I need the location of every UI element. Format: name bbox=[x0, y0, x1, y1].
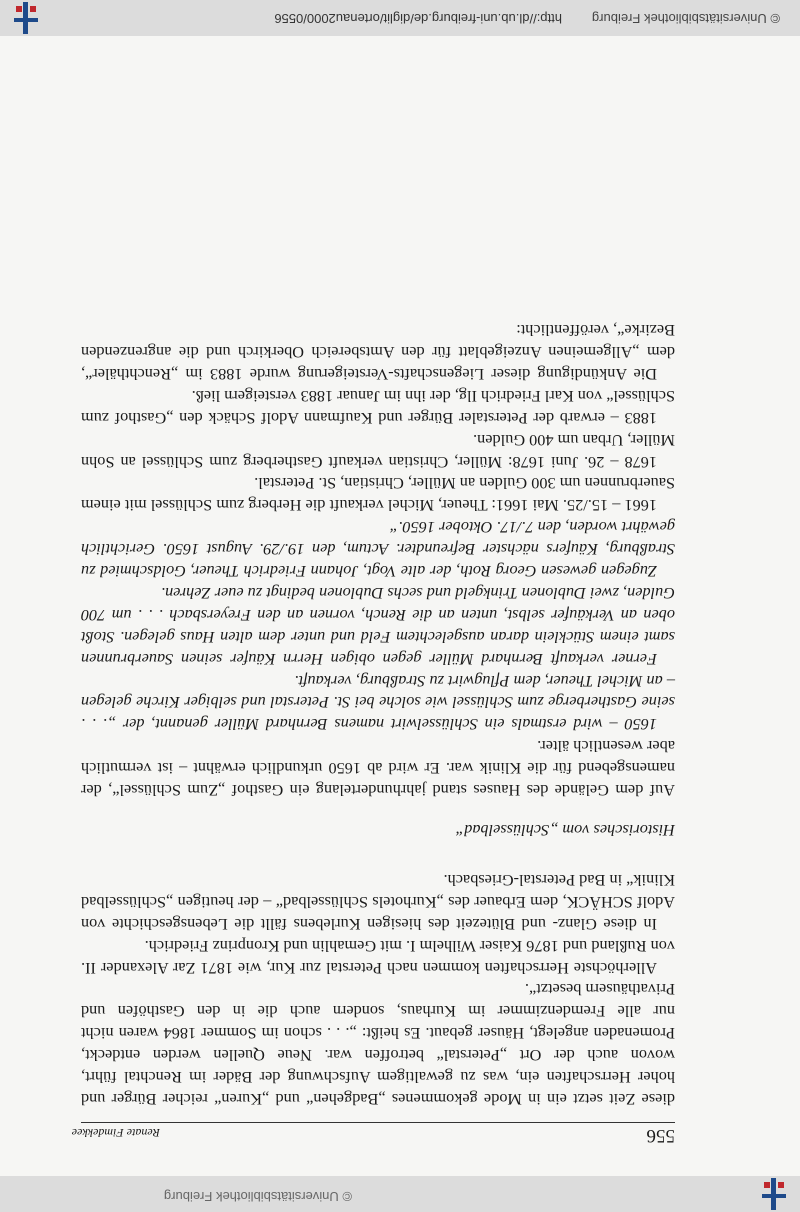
paragraph: In diese Glanz- und Blütezeit des hiesigen Kurlebens fällt die Lebensgeschichte von Adolf SCHÄCK, dem Erbauer des „Kurhotels Schlüsselbad“ – der heutigen „Schlüsselbad Klinik“ in Bad Peterstal-Griesbach. bbox=[81, 870, 675, 934]
article-text bbox=[81, 319, 675, 1110]
paragraph: 1661 – 15./25. Mai 1661: Theuer, Michel verkauft die Herberg zum Schlüssel mit einem Sauerbrunnen um 300 Gulden an Müller, Christian, St. Peterstal. bbox=[81, 474, 675, 516]
copyright-notice: © Universitätsbibliothek Freiburg bbox=[591, 11, 780, 26]
running-head: Renate Fimdekkee bbox=[71, 1126, 160, 1140]
paragraph: Allerhöchste Herrschaften kommen nach Peterstal zur Kur, wie 1871 Zar Alexander II. von Rußland und 1876 Kaiser Wilhelm I. mit Gemahlin und Kronprinz Friedrich. bbox=[81, 936, 675, 978]
library-logo-icon[interactable] bbox=[8, 0, 44, 36]
library-logo-icon[interactable] bbox=[756, 1176, 792, 1212]
book-page bbox=[0, 36, 800, 1176]
quoted-record: 1650 – wird erstmals ein Schlüsselwirt namens Bernhard Müller genannt, der „. . . seine Gastherberge zum Schlüssel wie solche bei St. Peterstal und selbiger Kirche gelegen – an Michel Theuer, dem Pflugwirt zu Straßburg, verkauft. bbox=[81, 671, 675, 735]
viewer-bottom-bar bbox=[0, 0, 800, 36]
page-number: 556 bbox=[646, 1125, 675, 1146]
paragraph: 1883 – erwarb der Peterstaler Bürger und Kaufmann Adolf Schäck den „Gasthof zum Schlüssel“ von Karl Friedrich Ilg, der ihn im Januar 1883 versteigern ließ. bbox=[81, 386, 675, 428]
paragraph: diese Zeit setzt ein in Mode gekommenes „Badgehen“ und „Kuren“ reicher Bürger und hoher Herrschaften ein, was zu gewaltigem Aufschwung der Bäder im Renchtal führt, wovon auch der Ort „Peterstal“ betroffen war. Neue Quellen werden entdeckt, Promenaden angelegt, Häuser gebaut. Es heißt: „. . . schon im Sommer 1864 waren nicht nur alle Fremdenzimmer im Kurhaus, sondern auch die in den Gasthöfen und Privathäusern besetzt“. bbox=[81, 980, 675, 1109]
source-url[interactable]: http://dl.ub.uni-freiburg.de/diglit/ortenau2000/0556 bbox=[274, 11, 562, 26]
copyright-notice-faint: © Universitätsbibliothek Freiburg bbox=[163, 1189, 352, 1204]
section-heading: Historisches vom „Schlüsselbad“ bbox=[455, 821, 675, 841]
paragraph: Auf dem Gelände des Hauses stand jahrhundertelang ein Gasthof „Zum Schlüssel“, der namensgebend für die Klinik war. Er wird ab 1650 urkundlich erwähnt – ist vermutlich aber wesentlich älter. bbox=[81, 737, 675, 801]
paragraph: Die Ankündigung dieser Liegenschafts-Versteigerung wurde 1883 im „Renchthäler“, dem „Allgemeinen Anzeigeblatt für den Amtsbereich Oberkirch und die angrenzenden Bezirke“, veröffentlicht: bbox=[81, 321, 675, 384]
quoted-record: Zugegen gewesen Georg Roth, der alte Vogt, Johann Friedrich Theuer, Goldschmied zu Straßburg, Käufers nächster Befreundter. Actum, den 19./29. August 1650. Gerichtlich gewährt worden, den 7./17. Oktober 1650.“ bbox=[81, 518, 675, 582]
paragraph: 1678 – 26. Juni 1678: Müller, Christian verkauft Gastherberg zum Schlüssel an Sohn Müller, Urban um 400 Gulden. bbox=[81, 430, 675, 472]
quoted-record: Ferner verkauft Bernhard Müller gegen obigen Herrn Käufer seinen Sauerbrunnen samt einem Stücklein daran ausgelechtem Feld und unter dem alten Haus gelegen. Stoßt oben an Verkäufer selbst, unten an die Rench, vornen an den Freyersbach . . . um 700 Gulden, zwei Dublonen Trinkgeld und sechs Dublonen bedingt zu euer Zehren. bbox=[81, 583, 675, 669]
viewer-top-bar bbox=[0, 1176, 800, 1212]
header-rule bbox=[81, 1122, 675, 1123]
